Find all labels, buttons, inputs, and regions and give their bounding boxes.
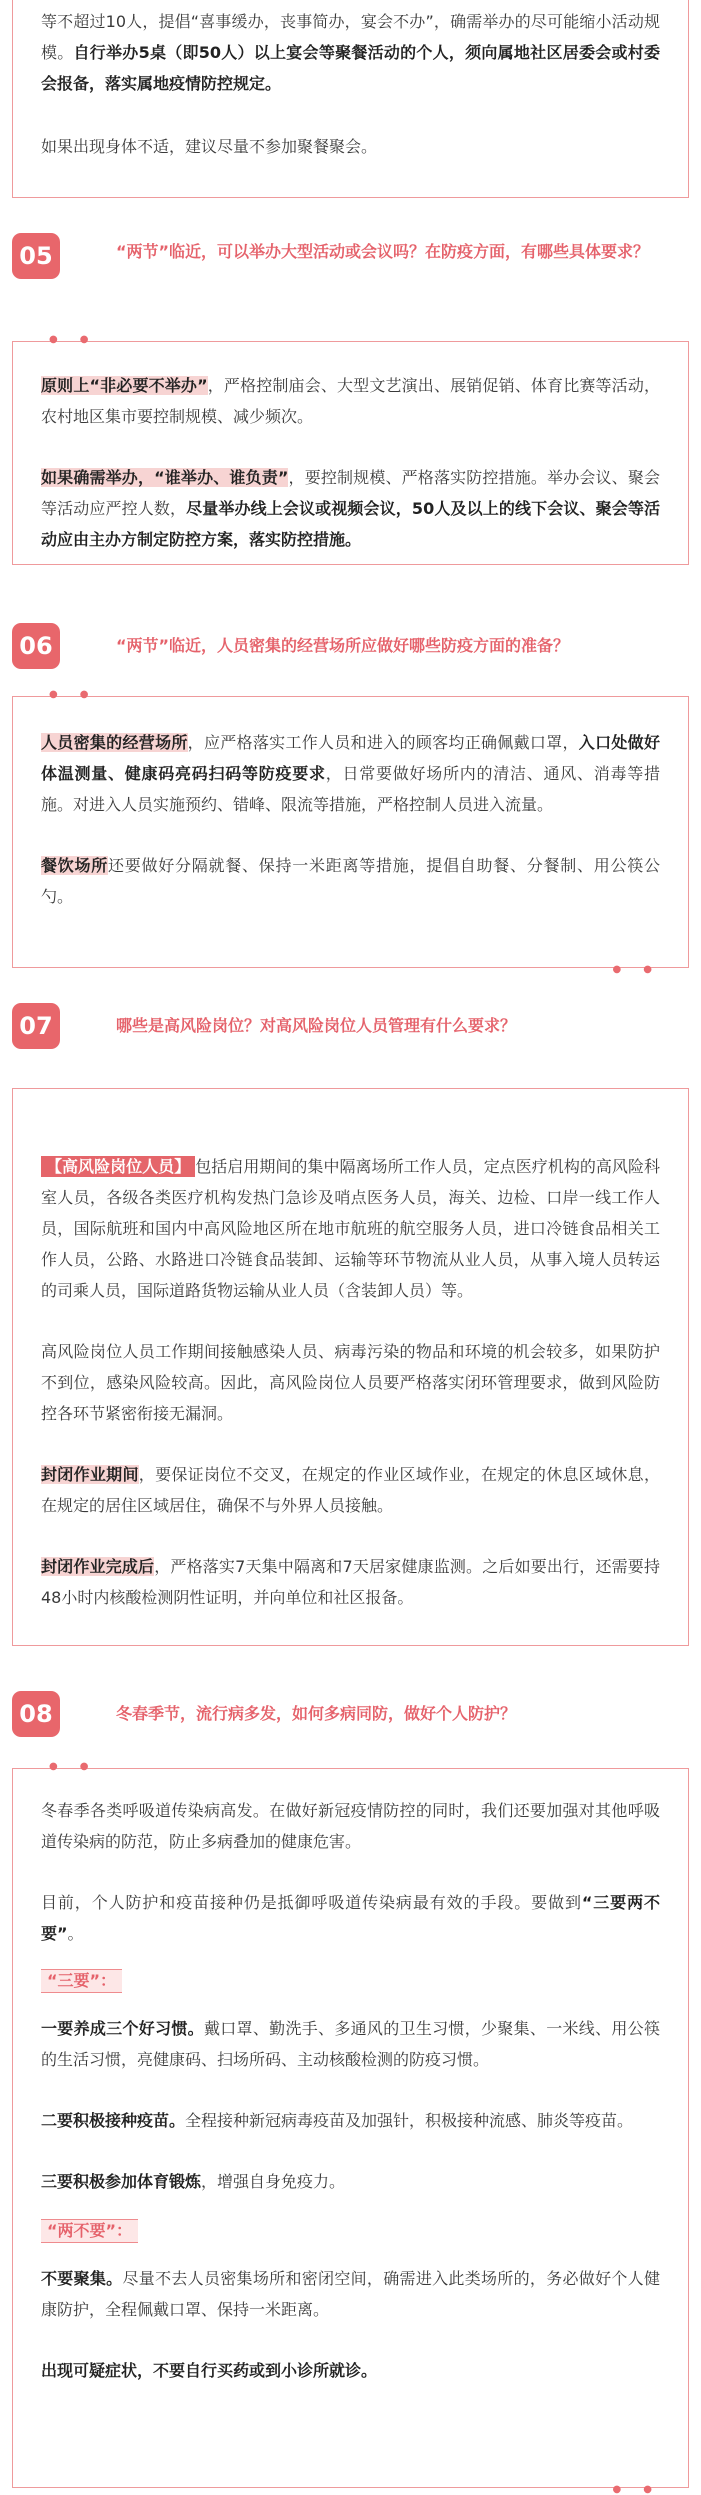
section-7-box [12, 1088, 689, 1646]
s7-paragraph-2: 高风险岗位人员工作期间接触感染人员、病毒污染的物品和环境的机会较多，如果防护不到位，感染风险较高。因此，高风险岗位人员要严格落实闭环管理要求，做到风险防控各环节紧密衔接无漏洞。 [41, 1342, 660, 1423]
s6-paragraph-2: 餐饮场所还要做好分隔就餐、保持一米距离等措施，提倡自助餐、分餐制、用公筷公勺。 [41, 856, 660, 906]
section-7-question-text: 哪些是高风险岗位？对高风险岗位人员管理有什么要求？ [116, 1016, 517, 1035]
section-5-box [12, 334, 689, 565]
section-6-question [12, 623, 689, 673]
s8-paragraph-1: 冬春季各类呼吸道传染病高发。在做好新冠疫情防控的同时，我们还要加强对其他呼吸道传染病的防范，防止多病叠加的健康危害。 [41, 1801, 660, 1851]
section-6-number: 06 [12, 623, 60, 669]
section-5-number: 05 [12, 233, 60, 279]
two-donts-label: “两不要”： [41, 2219, 138, 2243]
section-7-number: 07 [12, 1003, 60, 1049]
section-8-box [12, 1761, 689, 2495]
decor-dots: ●● [49, 1761, 111, 1772]
s7-paragraph-3: 封闭作业期间，要保证岗位不交叉，在规定的作业区域作业，在规定的休息区域休息，在规定的居住区域居住，确保不与外界人员接触。 [41, 1465, 660, 1515]
s8-paragraph-4: 二要积极接种疫苗。全程接种新冠病毒疫苗及加强针，积极接种流感、肺炎等疫苗。 [41, 2111, 634, 2130]
section-7-question [12, 1003, 689, 1053]
s8-paragraph-6: 不要聚集。尽量不去人员密集场所和密闭空间，确需进入此类场所的，务必做好个人健康防护，全程佩戴口罩、保持一米距离。 [41, 2269, 660, 2319]
decor-dots: ●● [612, 964, 674, 975]
three-musts-label: “三要”： [41, 1969, 122, 1993]
section-8-number: 08 [12, 1691, 60, 1737]
s8-paragraph-7: 出现可疑症状，不要自行买药或到小诊所就诊。 [41, 2361, 378, 2380]
decor-dots: ●● [49, 334, 111, 345]
s8-paragraph-2: 目前，个人防护和疫苗接种仍是抵御呼吸道传染病最有效的手段。要做到“三要两不要”。 [41, 1893, 660, 1943]
s5-paragraph-1: 原则上“非必要不举办”，严格控制庙会、大型文艺演出、展销促销、体育比赛等活动，农村地区集市要控制规模、减少频次。 [41, 376, 660, 426]
s8-paragraph-5: 三要积极参加体育锻炼，增强自身免疫力。 [41, 2172, 346, 2191]
section-5-question [12, 233, 689, 303]
section-5-question-text: “两节”临近，可以举办大型活动或会议吗？在防疫方面，有哪些具体要求？ [116, 242, 650, 261]
section-6-question-text: “两节”临近，人员密集的经营场所应做好哪些防疫方面的准备？ [116, 636, 570, 655]
decor-dots: ●● [49, 689, 111, 700]
section-8-question [12, 1691, 689, 1741]
section-4-box [12, 0, 689, 198]
s7-paragraph-4: 封闭作业完成后，严格落实7天集中隔离和7天居家健康监测。之后如要出行，还需要持48小时内核酸检测阴性证明，并向单位和社区报备。 [41, 1557, 660, 1607]
s7-paragraph-1: 【高风险岗位人员】 包括启用期间的集中隔离场所工作人员，定点医疗机构的高风险科室人员，各级各类医疗机构发热门急诊及哨点医务人员，海关、边检、口岸一线工作人员，国际航班和国内中高风险地区所在地市航班的航空服务人员，进口冷链食品相关工作人员，公路、水路进口冷链食品装卸、运输等环节物流从业人员，从事入境人员转运的司乘人员，国际道路货物运输从业人员（含装卸人员）等。 [41, 1157, 660, 1300]
s4-paragraph-2: 如果出现身体不适，建议尽量不参加聚餐聚会。 [41, 137, 378, 156]
s5-paragraph-2: 如果确需举办，“谁举办、谁负责”，要控制规模、严格落实防控措施。举办会议、聚会等活动应严控人数，尽量举办线上会议或视频会议，50人及以上的线下会议、聚会等活动应由主办方制定防控方案，落实防控措施。 [41, 468, 660, 549]
section-8-question-text: 冬春季节，流行病多发，如何多病同防，做好个人防护？ [116, 1704, 517, 1723]
s8-paragraph-3: 一要养成三个好习惯。戴口罩、勤洗手、多通风的卫生习惯，少聚集、一米线、用公筷的生活习惯，亮健康码、扫场所码、主动核酸检测的防疫习惯。 [41, 2019, 660, 2069]
s6-paragraph-1: 人员密集的经营场所，应严格落实工作人员和进入的顾客均正确佩戴口罩，入口处做好体温测量、健康码亮码扫码等防疫要求，日常要做好场所内的清洁、通风、消毒等措施。对进入人员实施预约、错峰、限流等措施，严格控制人员进入流量。 [41, 733, 660, 814]
decor-dots: ●● [612, 2484, 674, 2495]
s4-paragraph-1: 等不超过10人，提倡“喜事缓办，丧事简办，宴会不办”，确需举办的尽可能缩小活动规模。自行举办5桌（即50人）以上宴会等聚餐活动的个人，须向属地社区居委会或村委会报备，落实属地疫情防控规定。 [41, 12, 660, 93]
section-6-box [12, 689, 689, 975]
